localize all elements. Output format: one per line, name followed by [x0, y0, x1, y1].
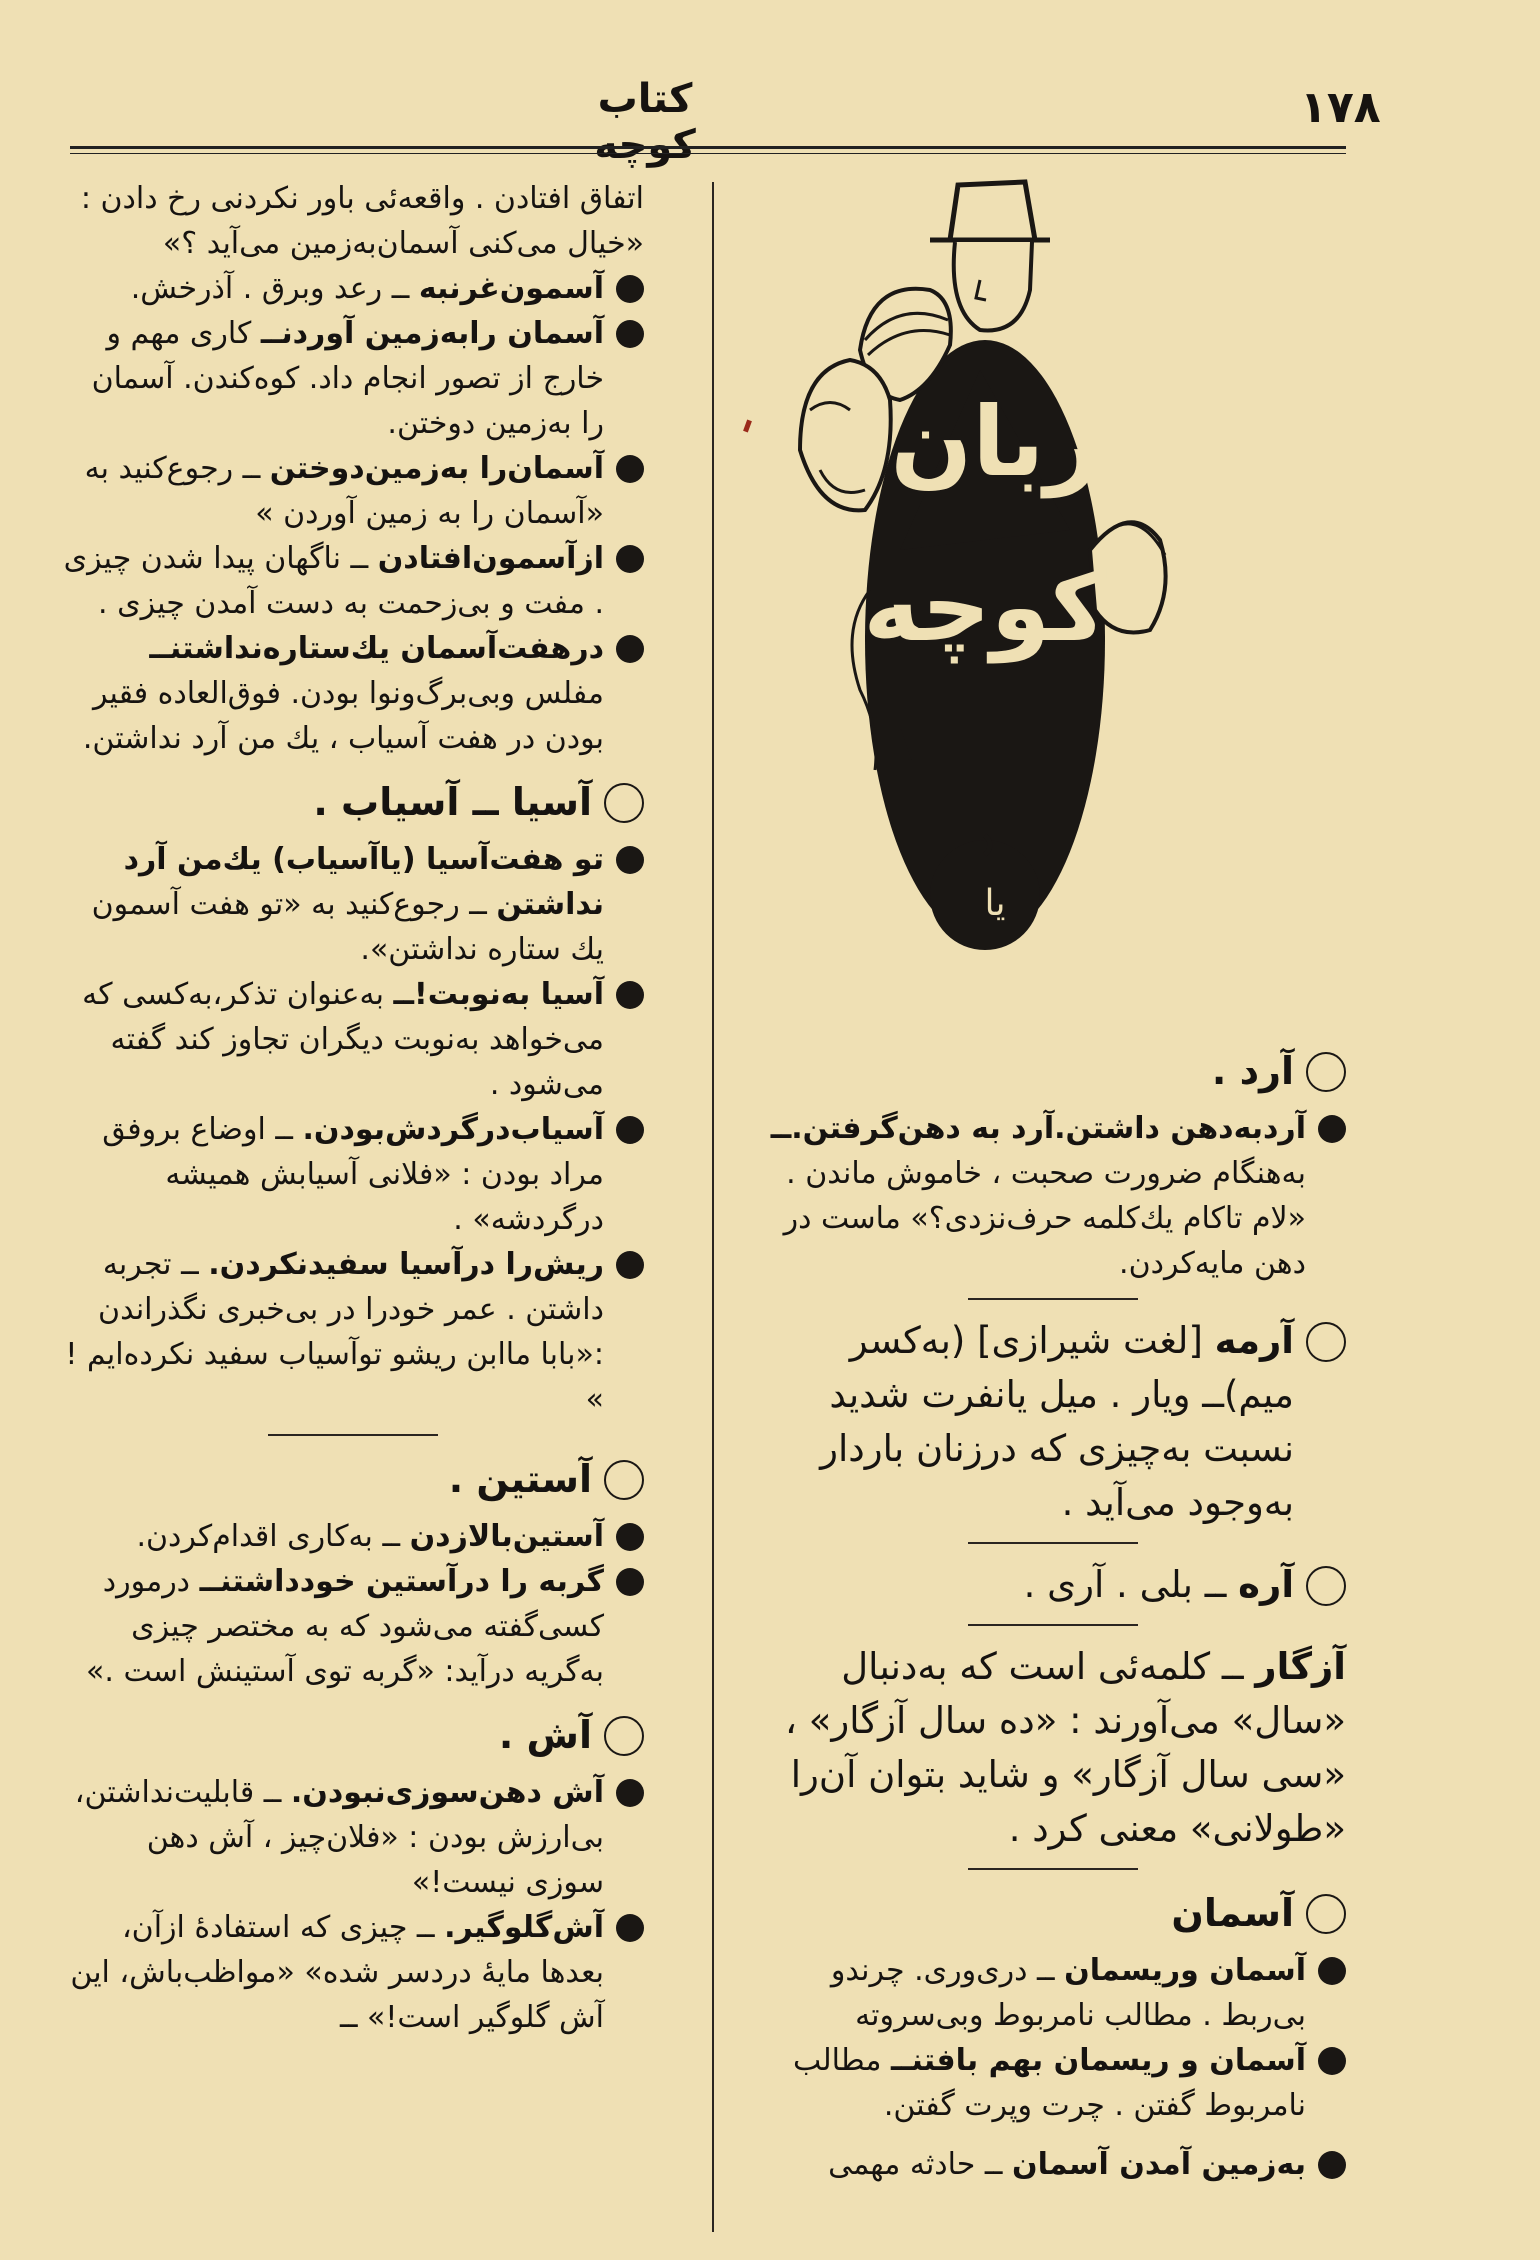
bullet-icon [616, 846, 644, 874]
bullet-icon [616, 275, 644, 303]
left-column [62, 176, 644, 2040]
entry-be-zamin-amadan-aseman: به‌زمین آمدن آسمان ــ حادثه مهمی [760, 2142, 1346, 2187]
bullet-icon [1318, 2047, 1346, 2075]
section-separator [968, 1298, 1138, 1300]
illustrator-mark: يا [984, 883, 1006, 924]
bullet-icon [1318, 2151, 1346, 2179]
entry-are: آره ــ بلی . آری . [760, 1558, 1346, 1612]
bullet-icon [616, 1523, 644, 1551]
heading-asia: آسیا ــ آسیاب . [62, 773, 644, 831]
entry-az-asemun-oftadan: ازآسمون‌افتادن ــ ناگهان پیدا شدن چیزی . مفت و بی‌زحمت به دست آمدن چیزی . [62, 536, 644, 626]
bullet-icon [616, 455, 644, 483]
bullet-icon [616, 545, 644, 573]
entry-aseman-va-risman: آسمان وریسمان ــ دری‌وری. چرندو بی‌ربط . مطالب نامربوط وبی‌سروته [760, 1948, 1346, 2038]
entry-azgar: آزگار ــ کلمه‌ئی است که به‌دنبال «سال» می‌آورند : «ده سال آزگار» ، «سی سال آزگار» و شاید بتوان آن‌را «طولانی» معنی کرد . [785, 1645, 1346, 1850]
entry-dar-haft-aseman: درهفت‌آسمان یك‌ستاره‌نداشتنــ مفلس وبی‌برگ‌ونوا بودن. فوق‌العاده فقیر بودن در هفت آسیاب ، یك من آرد نداشتن. [62, 626, 644, 761]
entry-asemun-ghorombe: آسمون‌غرنبه ــ رعد وبرق . آذرخش. [62, 266, 644, 311]
intro-text: اتفاق افتادن . واقعه‌ئی باور نکردنی رخ دادن : «خیال می‌کنی آسمان‌به‌زمین می‌آید ؟» [80, 181, 644, 261]
entry-ash-galugir: آش‌گلوگیر. ــ چیزی که استفادهٔ ازآن، بعدها مایهٔ دردسر شده» «مواظب‌باش، این آش گلوگیر است!» ــ [62, 1905, 644, 2040]
bullet-icon [1318, 1115, 1346, 1143]
bullet-icon [616, 981, 644, 1009]
entry-ard-be-dahan: آردبه‌دهن داشتن.آرد به دهن‌گرفتن.ــ به‌هنگام ضرورت صحبت ، خاموش ماندن . «لام تاکام یك‌کلمه حرف‌نزدی؟» ماست در دهن مایه‌کردن. [760, 1106, 1346, 1286]
section-separator [968, 1542, 1138, 1544]
heading-ard: آرد . [760, 1042, 1346, 1100]
heading-circle-icon [1306, 1566, 1346, 1606]
bullet-icon [1318, 1957, 1346, 1985]
face-top-outline [954, 242, 1032, 331]
heading-circle-icon [1306, 1322, 1346, 1362]
right-column [760, 1030, 1346, 2187]
heading-circle-icon [1306, 1894, 1346, 1934]
bullet-icon [616, 1779, 644, 1807]
header-rule-thin [70, 153, 1346, 154]
bullet-icon [616, 1568, 644, 1596]
bullet-icon [616, 1251, 644, 1279]
bullet-icon [616, 1116, 644, 1144]
illustration-title-line1: زبان [890, 386, 1100, 498]
heading-circle-icon [1306, 1052, 1346, 1092]
section-separator [968, 1624, 1138, 1626]
zaban-kuche-illustration [780, 170, 1180, 950]
entry-astin-bala-zadan: آستین‌بالازدن ــ به‌کاری اقدام‌کردن. [62, 1514, 644, 1559]
heading-aseman: آسمان [760, 1884, 1346, 1942]
entry-asiab-dar-gardesh: آسیاب‌درگردش‌بودن. ــ اوضاع بروفق مراد بودن : «فلانی آسیابش همیشه درگردشه» . [62, 1107, 644, 1242]
entry-asia-be-nobat: آسیا به‌نوبت!ــ به‌عنوان تذکر،به‌کسی که می‌خواهد به‌نوبت دیگران تجاوز کند گفته می‌شود . [62, 972, 644, 1107]
entry-gorbe-dar-astin: گربه را درآستین خودداشتنــ درمورد کسی‌گفته می‌شود که به مختصر چیزی به‌گریه درآید: «گربه توی آستینش است .» [62, 1559, 644, 1694]
column-divider [712, 182, 714, 2232]
left-face-outline [800, 360, 891, 510]
heading-astin: آستین . [62, 1450, 644, 1508]
bullet-icon [616, 635, 644, 663]
entry-ash-dahan-suzi: آش دهن‌سوزی‌نبودن. ــ قابلیت‌نداشتن، بی‌ارزش بودن : «فلان‌چیز ، آش دهن سوزی نیست!» [62, 1770, 644, 1905]
ink-speck [743, 420, 752, 433]
entry-tu-haft-asia: تو هفت‌آسیا (یاآسیاب) یك‌من آرد نداشتن ــ رجوع‌کنید به «تو هفت آسمون یك ستاره نداشتن». [62, 837, 644, 972]
entry-aseman-be-zamin-dukhtan: آسمان‌را به‌زمین‌دوختن ــ رجوع‌کنید به «آسمان را به زمین آوردن » [62, 446, 644, 536]
entry-aseman-be-zamin-avardan: آسمان رابه‌زمین آوردنــ کاری مهم و خارج از تصور انجام داد. کوه‌کندن. آسمان را به‌زمین دوختن. [62, 311, 644, 446]
entry-rish-dar-asia: ریش‌را درآسیا سفیدنکردن. ــ تجربه داشتن . عمر خودرا در بی‌خبری نگذراندن :«بابا ماابن ریشو توآسیاب سفید نکرده‌ایم ! » [62, 1242, 644, 1422]
entry-aseman-risman-bafdan: آسمان و ریسمان بهم بافتنــ مطالب نامربوط گفتن . چرت وپرت گفتن. [760, 2038, 1346, 2128]
section-separator [968, 1868, 1138, 1870]
bullet-icon [616, 1914, 644, 1942]
header-rule [70, 146, 1346, 149]
heading-circle-icon [604, 1460, 644, 1500]
illustration-title-line2: کوچه [863, 551, 1107, 663]
section-separator [268, 1434, 438, 1436]
hat-icon [930, 182, 1050, 240]
bullet-icon [616, 320, 644, 348]
heading-circle-icon [604, 1716, 644, 1756]
entry-arme: آرمه [لغت شیرازی] (به‌کسر میم)ــ ویار . میل یانفرت شدید نسبت به‌چیزی که درزنان باردار به‌وجود می‌آید . [760, 1314, 1346, 1530]
heading-circle-icon [604, 783, 644, 823]
heading-ash: آش . [62, 1706, 644, 1764]
book-title: کتاب کوچه [594, 76, 696, 168]
page-number: ۱۷۸ [1300, 82, 1381, 133]
